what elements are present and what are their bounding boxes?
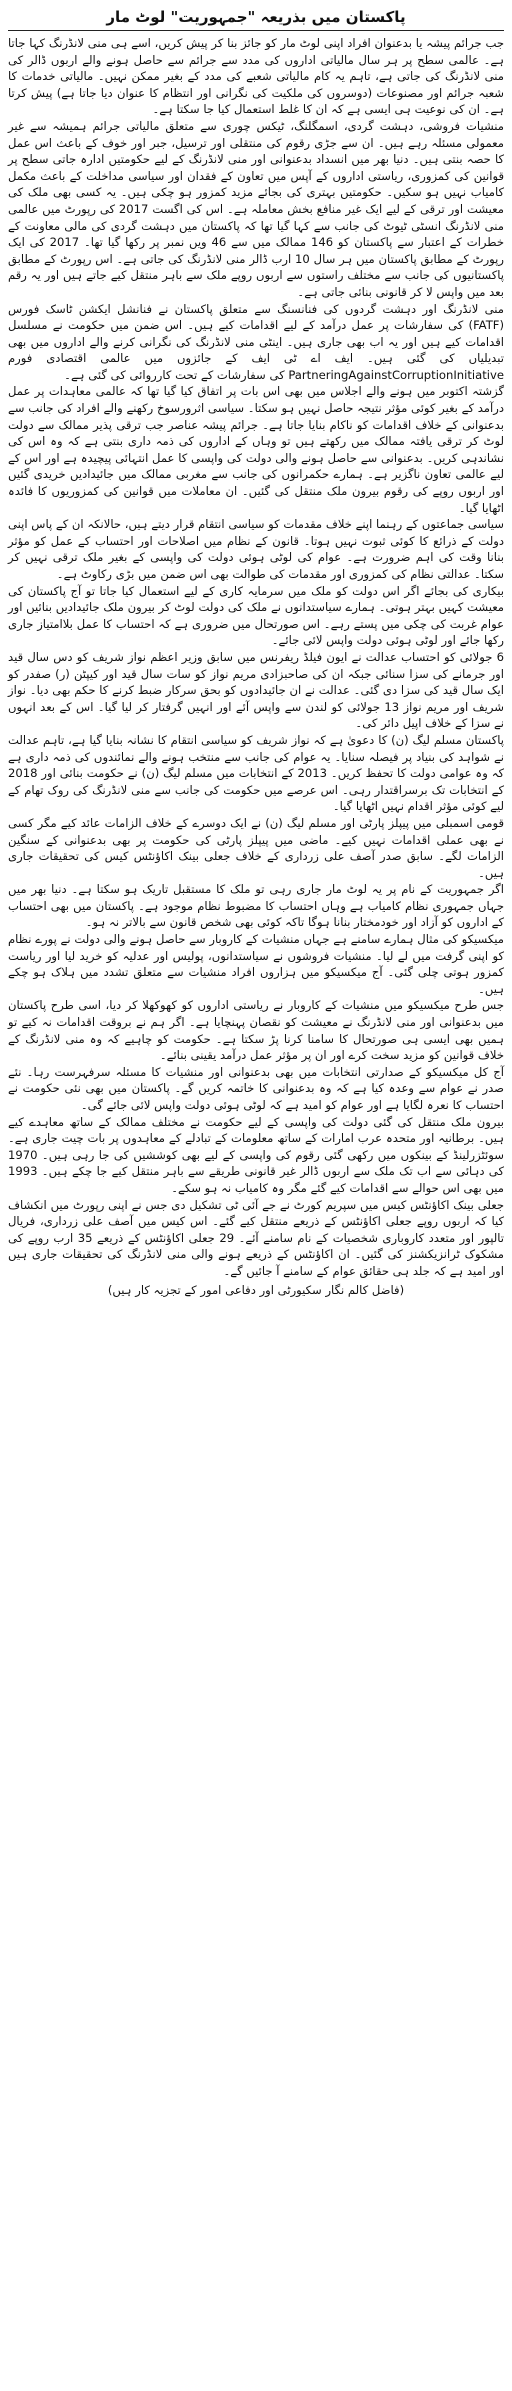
article-paragraph: جب جرائم پیشہ یا بدعنوان افراد اپنی لوٹ مار کو جائز بنا کر پیش کریں، اسے ہی منی لانڈرنگ کہا جاتا ہے۔ عالمی سطح پر ہر سال مالیاتی اداروں کی مدد سے جرائم سے حاصل ہونے والے اربوں ڈالر کی منی لانڈرنگ کی جاتی ہے، تاہم یہ کام مالیاتی شعبے کی مدد کے بغیر ممکن نہیں۔ مالیاتی خدمات کا شعبہ جرائم اور مصنوعات (دوسروں کی ملکیت کی نگرانی اور انتظام کا عنوان دیا جاتا ہے) پیش کرتا ہے۔ ان کی نوعیت ہی ایسی ہے کہ ان کا غلط استعمال کیا جا سکتا ہے۔ bbox=[8, 36, 504, 117]
article-paragraph: اگر جمہوریت کے نام پر یہ لوٹ مار جاری رہی تو ملک کا مستقبل تاریک ہو سکتا ہے۔ دنیا بھر میں جہاں جمہوری نظام کامیاب ہے وہاں احتساب کا مضبوط نظام موجود ہے۔ پاکستان میں بھی احتساب کے اداروں کو آزاد اور خودمختار بنانا ہوگا تاکہ کوئی بھی شخص قانون سے بالاتر نہ ہو۔ bbox=[8, 882, 504, 930]
article-paragraph: جس طرح میکسیکو میں منشیات کے کاروبار نے ریاستی اداروں کو کھوکھلا کر دیا، اسی طرح پاکستان میں بدعنوانی اور منی لانڈرنگ نے معیشت کو نقصان پہنچایا ہے۔ اگر ہم نے بروقت اقدامات نہ کیے تو ہمیں بھی ایسی ہی صورتحال کا سامنا کرنا پڑ سکتا ہے۔ حکومت کو چاہیے کہ وہ منی لانڈرنگ کے خلاف قوانین کو مزید سخت کرے اور ان پر مؤثر عمل درآمد یقینی بنائے۔ bbox=[8, 998, 504, 1063]
article-paragraph: قومی اسمبلی میں پیپلز پارٹی اور مسلم لیگ (ن) نے ایک دوسرے کے خلاف الزامات عائد کیے مگر کسی نے بھی عملی اقدامات نہیں کیے۔ ماضی میں پیپلز پارٹی کی حکومت پر بھی بدعنوانی کے سنگین الزامات لگے۔ سابق صدر آصف علی زرداری کے خلاف جعلی بینک اکاؤنٹس کیس کی تحقیقات جاری ہیں۔ bbox=[8, 815, 504, 880]
article-paragraph: میکسیکو کی مثال ہمارے سامنے ہے جہاں منشیات کے کاروبار سے حاصل ہونے والی دولت نے پورے نظام کو اپنی گرفت میں لے لیا۔ منشیات فروشوں نے سیاستدانوں، پولیس اور عدلیہ کو خرید لیا اور ریاست کمزور ہوتی چلی گئی۔ آج میکسیکو میں ہزاروں افراد منشیات سے متعلق تشدد میں ہلاک ہو چکے ہیں۔ bbox=[8, 932, 504, 996]
article-paragraph: آج کل میکسیکو کے صدارتی انتخابات میں بھی بدعنوانی اور منشیات کا مسئلہ سرفہرست رہا۔ نئے صدر نے عوام سے وعدہ کیا ہے کہ وہ بدعنوانی کا خاتمہ کریں گے۔ پاکستان میں بھی نئی حکومت نے احتساب کا نعرہ لگایا ہے اور عوام کو امید ہے کہ لوٹی ہوئی دولت واپس لائی جائے گی۔ bbox=[8, 1064, 504, 1112]
article-body bbox=[8, 35, 504, 1280]
article-paragraph: 6 جولائی کو احتساب عدالت نے ایون فیلڈ ریفرنس میں سابق وزیر اعظم نواز شریف کو دس سال قید اور جرمانے کی سزا سنائی جبکہ ان کی صاحبزادی مریم نواز کو سات سال قید اور کیپٹن (ر) صفدر کو ایک سال قید کی سزا دی گئی۔ عدالت نے ان جائیدادوں کو بحق سرکار ضبط کرنے کا حکم بھی دیا۔ نواز شریف اور مریم نواز 13 جولائی کو لندن سے واپس آئے اور انہیں گرفتار کر لیا گیا۔ اس کے بعد انہوں نے سزا کے خلاف اپیل دائر کی۔ bbox=[8, 649, 504, 731]
article-paragraph: منی لانڈرنگ اور دہشت گردوں کی فنانسنگ سے متعلق پاکستان نے فنانشل ایکشن ٹاسک فورس (FATF) کی سفارشات پر عمل درآمد کے لیے اقدامات کیے ہیں۔ اس ضمن میں حکومت نے مسلسل اقدامات کیے ہیں اور یہ اب بھی جاری ہیں۔ اینٹی منی لانڈرنگ کی نگرانی کرنے والے اداروں میں بھی تبدیلیاں کی گئی ہیں۔ ایف اے ٹی ایف کے جائزوں میں عالمی اقتصادی فورم PartneringAgainstCorruptionInitiative کی سفارشات کے تحت کارروائی کی گئی ہے۔ bbox=[8, 301, 504, 382]
article-paragraph: بیرون ملک منتقل کی گئی دولت کی واپسی کے لیے حکومت نے مختلف ممالک کے ساتھ معاہدے کیے ہیں۔ برطانیہ اور متحدہ عرب امارات کے ساتھ معلومات کے تبادلے کے معاہدوں پر بات چیت جاری ہے۔ سوئٹزرلینڈ کے بینکوں میں رکھی گئی رقوم کی واپسی کے لیے بھی کوششیں کی جا رہی ہیں۔ 1970 کی دہائی سے اب تک ملک سے اربوں ڈالر غیر قانونی طریقے سے باہر منتقل کیے جا چکے ہیں۔ 1993 میں بھی اس حوالے سے اقدامات کیے گئے مگر وہ کامیاب نہ ہو سکے۔ bbox=[8, 1114, 504, 1195]
article-paragraph: بیکاری کی بجائے اگر اس دولت کو ملک میں سرمایہ کاری کے لیے استعمال کیا جاتا تو آج پاکستان کی معیشت کہیں بہتر ہوتی۔ ہمارے سیاستدانوں نے ملک کی دولت لوٹ کر بیرون ملک جائیدادیں بنائیں اور عوام غربت کی چکی میں پستے رہے۔ اس صورتحال میں ضروری ہے کہ احتساب کا عمل بلاامتیاز جاری رکھا جائے اور لوٹی ہوئی دولت واپس لائی جائے۔ bbox=[8, 583, 504, 648]
article-paragraph: سیاسی جماعتوں کے رہنما اپنے خلاف مقدمات کو سیاسی انتقام قرار دیتے ہیں، حالانکہ ان کے پاس اپنی دولت کے ذرائع کا کوئی ثبوت نہیں ہوتا۔ قانون کے نظام میں اصلاحات اور احتساب کے عمل کو مؤثر بنانا وقت کی اہم ضرورت ہے۔ عوام کی لوٹی ہوئی دولت کی واپسی کے بغیر ملک ترقی نہیں کر سکتا۔ عدالتی نظام کی کمزوری اور مقدمات کی طوالت بھی اس ضمن میں بڑی رکاوٹ ہے۔ bbox=[8, 517, 504, 581]
article-headline: پاکستان میں بذریعہ "جمہوریت" لوٹ مار bbox=[8, 6, 504, 31]
article-paragraph: گزشتہ اکتوبر میں ہونے والے اجلاس میں بھی اس بات پر اتفاق کیا گیا تھا کہ عالمی معاہدات پر عمل درآمد کے بغیر کوئی مؤثر نتیجہ حاصل نہیں ہو سکتا۔ سیاسی اثرورسوخ رکھنے والے افراد کی جانب سے بدعنوانی کے خلاف اقدامات کو ناکام بنایا جاتا ہے۔ جرائم پیشہ عناصر جب ترقی پذیر ممالک سے دولت لوٹ کر ترقی یافتہ ممالک میں رکھتے ہیں تو وہاں کے اداروں کی ذمہ داری بنتی ہے کہ وہ اس کی نشاندہی کریں۔ بدعنوانی سے حاصل ہونے والی دولت کی واپسی کا عمل انتہائی پیچیدہ ہے اور اس کے لیے عالمی تعاون ناگزیر ہے۔ ہمارے حکمرانوں کی جانب سے مغربی ممالک میں جائیدادیں خریدی گئیں اور اربوں روپے کی رقوم بیرون ملک منتقل کی گئیں۔ ان معاملات میں قوانین کی کمزوریوں کا فائدہ اٹھایا گیا۔ bbox=[8, 384, 504, 515]
author-byline: (فاضل کالم نگار سکیورٹی اور دفاعی امور کے تجزیہ کار ہیں) bbox=[107, 1282, 405, 1297]
article-paragraph: جعلی بینک اکاؤنٹس کیس میں سپریم کورٹ نے جے آئی ٹی تشکیل دی جس نے اپنی رپورٹ میں انکشاف کیا کہ اربوں روپے جعلی اکاؤنٹس کے ذریعے منتقل کیے گئے۔ اس کیس میں آصف علی زرداری، فریال تالپور اور متعدد کاروباری شخصیات کے نام سامنے آئے۔ 29 جعلی اکاؤنٹس کے ذریعے 35 ارب روپے کی مشکوک ٹرانزیکشنز کی گئیں۔ ان اکاؤنٹس کے ذریعے ہونے والی منی لانڈرنگ کی تحقیقات جاری ہیں اور امید ہے کہ جلد ہی حقائق عوام کے سامنے آ جائیں گے۔ bbox=[8, 1197, 504, 1278]
article-paragraph: منشیات فروشی، دہشت گردی، اسمگلنگ، ٹیکس چوری سے متعلق مالیاتی جرائم ہمیشہ سے غیر معمولی مسئلہ رہے ہیں۔ ان سے جڑی رقوم کی منتقلی اور ترسیل، جبر اور خوف کے باعث اس عمل کا حصہ بنتی ہیں۔ دنیا بھر میں انسداد بدعنوانی اور منی لانڈرنگ کے لیے حکومتیں ادارہ جاتی سطح پر قوانین کی کمزوری، ریاستی اداروں کے آپس میں تعاون کے فقدان اور سیاسی مداخلت کے باعث مکمل کامیاب نہیں ہو سکیں۔ حکومتیں بہتری کی بجائے مزید کمزور ہو چکی ہیں۔ یہ کسی بھی ملک کی معیشت اور ترقی کے لیے ایک غیر منافع بخش معاملہ ہے۔ اس کی اگست 2017 کی رپورٹ میں عالمی منی لانڈرنگ انسٹی ٹیوٹ کی جانب سے کہا گیا تھا کہ پاکستان میں دہشت گردی کی مالی معاونت کے خطرات کے اعتبار سے پاکستان کو 146 ممالک میں سے 46 ویں نمبر پر رکھا گیا تھا۔ 2017 کی ایک رپورٹ کے مطابق پاکستان میں ہر سال 10 ارب ڈالر منی لانڈرنگ کی جاتی ہے۔ اس رپورٹ کے مطابق پاکستانیوں کی جانب سے مختلف راستوں سے اربوں روپے ملک سے باہر منتقل کیے جاتے ہیں اور یہ رقم بعد میں واپس لا کر قانونی بنائی جاتی ہے۔ bbox=[8, 118, 504, 299]
article-paragraph: پاکستان مسلم لیگ (ن) کا دعویٰ ہے کہ نواز شریف کو سیاسی انتقام کا نشانہ بنایا گیا ہے، تاہم عدالت نے شواہد کی بنیاد پر فیصلہ سنایا۔ یہ عوام کی جانب سے منتخب ہونے والے نمائندوں کی ذمہ داری ہے کہ وہ عوامی دولت کا تحفظ کریں۔ 2013 کے انتخابات میں مسلم لیگ (ن) نے حکومت بنائی اور 2018 کے انتخابات تک برسراقتدار رہی۔ اس عرصے میں حکومت کی جانب سے منی لانڈرنگ کی روک تھام کے لیے کوئی مؤثر اقدام نہیں اٹھایا گیا۔ bbox=[8, 732, 505, 814]
